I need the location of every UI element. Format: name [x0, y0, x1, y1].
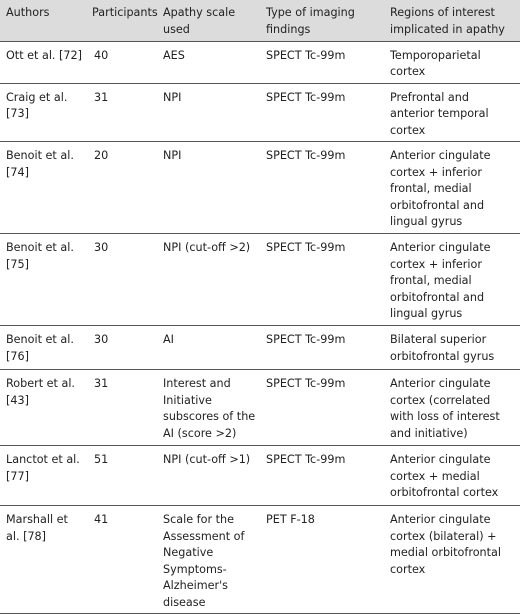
cell-author: Benoit et al. [74] — [6, 149, 74, 179]
cell-scale: Scale for the Assessment of Negative Symptoms-Alzheimer's disease — [163, 513, 245, 609]
cell-imaging: PET F-18 — [266, 513, 315, 526]
table-header — [0, 0, 520, 41]
table-row — [0, 142, 520, 234]
cell-scale: NPI — [163, 149, 182, 162]
cell-imaging: SPECT Tc-99m — [266, 453, 346, 466]
cell-participants: 40 — [94, 48, 109, 62]
header-authors: Authors — [6, 6, 50, 19]
cell-scale: Interest and Initiative subscores of the AI (score >2) — [163, 377, 256, 440]
cell-author: Lanctot et al. [77] — [6, 453, 80, 483]
cell-participants: 41 — [94, 513, 109, 526]
cell-imaging: SPECT Tc-99m — [266, 90, 346, 104]
table-row — [0, 446, 520, 506]
cell-scale: NPI (cut-off >2) — [163, 241, 251, 254]
cell-participants: 30 — [94, 333, 109, 346]
header-participants: Participants — [92, 6, 158, 19]
header-row — [0, 0, 520, 41]
header-imaging: Type of imaging findings — [266, 6, 355, 36]
cell-regions: Anterior cingulate cortex (bilateral) + medial orbitofrontal cortex — [390, 513, 501, 576]
cell-author: Ott et al. [72] — [6, 48, 83, 62]
cell-scale: NPI — [163, 90, 182, 104]
cell-regions: Anterior cingulate cortex + inferior frontal, medial orbitofrontal and lingual gyrus — [390, 241, 491, 320]
cell-participants: 20 — [94, 149, 109, 162]
cell-imaging: SPECT Tc-99m — [266, 48, 346, 62]
cell-author: Marshall et al. [78] — [6, 513, 68, 543]
cell-participants: 30 — [94, 241, 109, 254]
cell-regions: Prefrontal and anterior temporal cortex — [390, 90, 489, 137]
cell-participants: 31 — [94, 377, 109, 390]
table-row — [0, 370, 520, 446]
table-row — [0, 234, 520, 326]
header-regions: Regions of interest implicated in apathy — [390, 6, 505, 36]
cell-regions: Anterior cingulate cortex (correlated with loss of interest and initiative) — [390, 377, 500, 440]
header-scale: Apathy scale used — [163, 6, 236, 36]
table-row — [0, 326, 520, 370]
cell-author: Benoit et al. [75] — [6, 241, 74, 271]
cell-regions: Anterior cingulate cortex + medial orbitofrontal cortex — [390, 453, 499, 499]
cell-regions: Bilateral superior orbitofrontal gyrus — [390, 333, 495, 363]
cell-imaging: SPECT Tc-99m — [266, 241, 346, 254]
cell-regions: Anterior cingulate cortex + inferior frontal, medial orbitofrontal and lingual gyrus — [390, 149, 491, 228]
table-row — [0, 83, 520, 142]
cell-scale: NPI (cut-off >1) — [163, 453, 251, 466]
cell-imaging: SPECT Tc-99m — [266, 149, 346, 162]
cell-scale: AI — [163, 333, 174, 346]
cell-imaging: SPECT Tc-99m — [266, 377, 346, 390]
cell-regions: Temporoparietal cortex — [390, 48, 481, 78]
cell-author: Craig et al. [73] — [6, 90, 68, 120]
cell-participants: 31 — [94, 90, 109, 104]
cell-participants: 51 — [94, 453, 109, 466]
table-row — [0, 506, 520, 614]
cell-scale: AES — [163, 48, 185, 62]
table-row — [0, 41, 520, 83]
cell-imaging: SPECT Tc-99m — [266, 333, 346, 346]
table-body — [0, 41, 520, 614]
cell-author: Benoit et al. [76] — [6, 333, 74, 363]
cell-author: Robert et al. [43] — [6, 377, 75, 407]
